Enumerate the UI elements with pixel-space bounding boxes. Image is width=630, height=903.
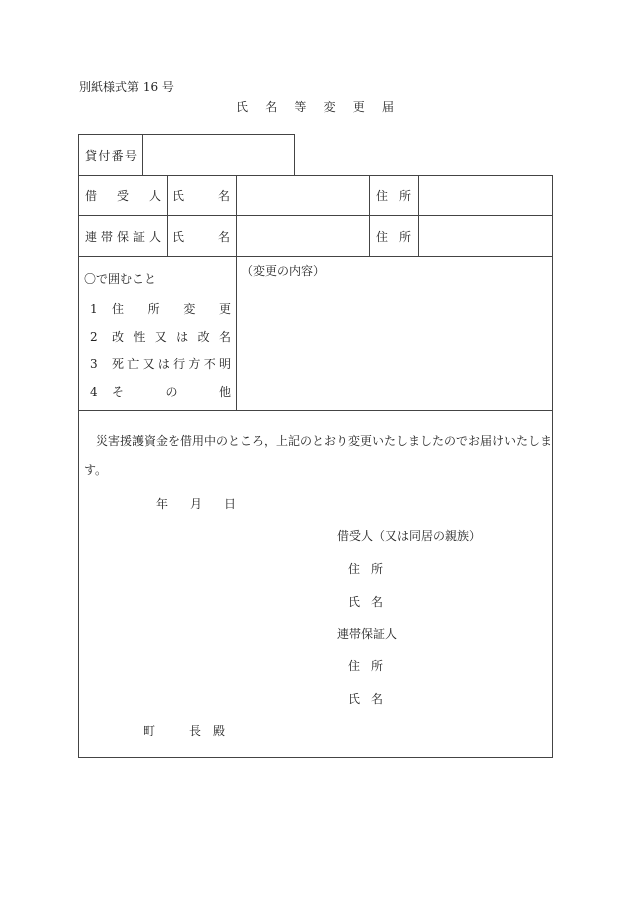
- row-divider: [78, 256, 553, 257]
- circle-instruction: 〇で囲むこと: [84, 272, 157, 286]
- col-divider: [369, 175, 370, 256]
- label-char: 殿: [212, 724, 225, 738]
- option-char: 不: [203, 357, 216, 371]
- date-char: 月: [189, 497, 202, 511]
- guarantor-name-label: [172, 230, 230, 244]
- option-number: 1: [90, 302, 98, 316]
- borrower-address-field[interactable]: [420, 177, 551, 214]
- option-char: 変: [183, 302, 196, 316]
- label-char: 氏: [348, 595, 361, 609]
- borrower-name-label: [172, 189, 230, 203]
- form-title-char: 等: [294, 100, 307, 114]
- label-char: 所: [398, 230, 411, 244]
- label-char: 住: [376, 189, 389, 203]
- main-form-table: [78, 175, 553, 758]
- label-char: 連: [85, 230, 98, 244]
- declaration-text-line2: す。: [84, 463, 108, 477]
- date-char: 日: [223, 497, 236, 511]
- option-char: そ: [112, 385, 125, 399]
- borrower-signature-address-label: [348, 562, 383, 576]
- label-char: 保: [116, 230, 129, 244]
- form-title: [236, 100, 394, 114]
- change-content-field[interactable]: [238, 280, 551, 408]
- borrower-address-label: [376, 189, 411, 203]
- option-char: 亡: [127, 357, 140, 371]
- option-address-change[interactable]: [112, 302, 231, 316]
- form-number: 別紙様式第 16 号: [79, 80, 174, 94]
- option-death-missing[interactable]: [112, 357, 231, 371]
- label-char: 住: [348, 659, 361, 673]
- option-number: 4: [90, 385, 98, 399]
- guarantor-address-field[interactable]: [420, 217, 551, 254]
- option-char: 他: [218, 385, 231, 399]
- col-divider: [418, 175, 419, 256]
- guarantor-signature-name-label: [348, 692, 383, 706]
- label-char: 人: [148, 230, 161, 244]
- option-char: 明: [218, 357, 231, 371]
- addressee-town: 町: [143, 724, 156, 738]
- change-content-label: （変更の内容）: [241, 264, 326, 278]
- option-char: 名: [218, 330, 231, 344]
- form-title-char: 名: [265, 100, 278, 114]
- option-number: 2: [90, 330, 98, 344]
- row-divider: [78, 215, 553, 216]
- guarantor-signature-heading: 連帯保証人: [337, 627, 398, 641]
- option-char: 又: [154, 330, 167, 344]
- label-char: 名: [370, 692, 383, 706]
- guarantor-name-field[interactable]: [238, 217, 367, 254]
- guarantor-address-label: [376, 230, 411, 244]
- label-char: 住: [376, 230, 389, 244]
- option-number: 3: [90, 357, 98, 371]
- label-char: 所: [398, 189, 411, 203]
- label-char: 所: [370, 562, 383, 576]
- form-title-char: 更: [352, 100, 365, 114]
- borrower-signature-heading: 借受人（又は同居の親族）: [337, 529, 482, 543]
- label-char: 長: [189, 724, 202, 738]
- label-char: 帯: [100, 230, 113, 244]
- col-divider: [236, 175, 237, 410]
- date-line: [156, 497, 236, 511]
- label-char: 号: [124, 149, 137, 163]
- option-other[interactable]: [112, 385, 231, 399]
- form-title-char: 氏: [236, 100, 249, 114]
- label-char: 氏: [348, 692, 361, 706]
- label-char: 貸: [85, 149, 98, 163]
- borrower-label: [85, 189, 161, 203]
- row-divider: [78, 410, 553, 411]
- option-char: 又: [142, 357, 155, 371]
- option-char: 行: [173, 357, 186, 371]
- option-char: は: [176, 330, 189, 344]
- label-char: 証: [132, 230, 145, 244]
- borrower-name-field[interactable]: [238, 177, 367, 214]
- option-char: の: [165, 385, 178, 399]
- option-char: 住: [112, 302, 125, 316]
- label-char: 名: [370, 595, 383, 609]
- col-divider: [167, 175, 168, 256]
- option-char: 方: [188, 357, 201, 371]
- label-char: 所: [370, 659, 383, 673]
- label-char: 名: [217, 189, 230, 203]
- label-char: 借: [85, 189, 98, 203]
- label-char: 受: [116, 189, 129, 203]
- label-char: 付: [98, 149, 111, 163]
- option-char: 更: [218, 302, 231, 316]
- option-char: は: [157, 357, 170, 371]
- label-char: 住: [348, 562, 361, 576]
- form-title-char: 届: [381, 100, 394, 114]
- borrower-signature-name-label: [348, 595, 383, 609]
- guarantor-signature-address-label: [348, 659, 383, 673]
- label-char: 氏: [172, 189, 185, 203]
- declaration-text-line1: 災害援護資金を借用中のところ，上記のとおり変更いたしましたのでお届けいたしま: [96, 434, 553, 448]
- option-char: 所: [147, 302, 160, 316]
- loan-number-label: [85, 149, 137, 163]
- option-char: 性: [133, 330, 146, 344]
- label-char: 氏: [172, 230, 185, 244]
- label-char: 名: [217, 230, 230, 244]
- label-char: 番: [111, 149, 124, 163]
- loan-number-divider: [142, 134, 143, 175]
- date-char: 年: [156, 497, 169, 511]
- guarantor-label: [85, 230, 161, 244]
- addressee-title: [189, 724, 225, 738]
- option-char: 改: [112, 330, 125, 344]
- label-char: 人: [148, 189, 161, 203]
- option-name-change[interactable]: [112, 330, 231, 344]
- option-char: 死: [112, 357, 125, 371]
- option-char: 改: [197, 330, 210, 344]
- form-title-char: 変: [323, 100, 336, 114]
